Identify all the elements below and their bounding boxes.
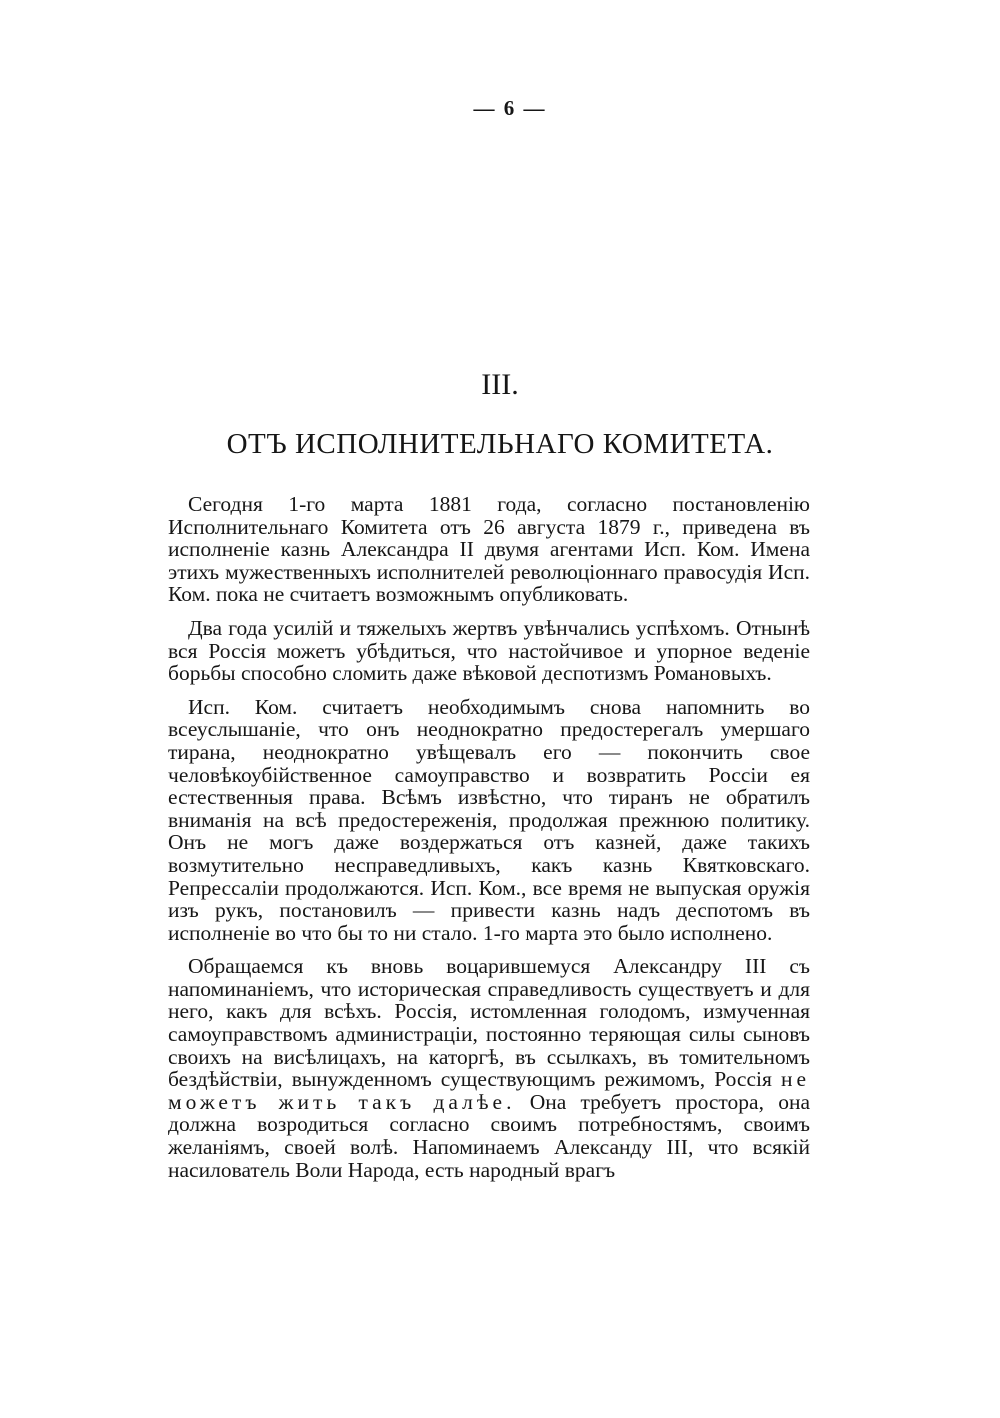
paragraph-4-emphasis: не можетъ жить такъ далѣе. <box>168 1067 810 1114</box>
section-title: ОТЪ ИСПОЛНИТЕЛЬНАГО КОМИТЕТА. <box>226 428 774 460</box>
paragraph-3: Исп. Ком. считаетъ необходимымъ снова напомнить во всеуслышаніе, что онъ неоднократно предостерегалъ умершаго тирана, неоднократно увѣщевалъ его — покончить свое человѣкоубійственное самоуправство и возвратить Россіи ея естественныя права. Всѣмъ извѣстно, что тиранъ не обратилъ вниманія на всѣ предостереженія, продолжая прежнюю политику. Онъ не могъ даже воздержаться отъ казней, даже такихъ возмутительно несправедливыхъ, какъ казнь Квятковскаго. Репрессаліи продолжаются. Исп. Ком., все время не выпуская оружія изъ рукъ, постановилъ — привести казнь надъ деспотомъ въ исполненіе во что бы то ни стало. 1-го марта это было исполнено. <box>168 694 810 945</box>
page-number: — 6 — <box>473 96 547 120</box>
paragraph-4 <box>168 955 810 1181</box>
paragraph-2: Два года усилій и тяжелыхъ жертвъ увѣнчались успѣхомъ. Отнынѣ вся Россія можетъ убѣдиться, что настойчивое и упорное веденіе борьбы способно сломить даже вѣковой деспотизмъ Романовыхъ. <box>168 615 810 686</box>
paragraph-1: Сегодня 1-го марта 1881 года, согласно постановленію Исполнительнаго Комитета отъ 26 августа 1879 г., приведена въ исполненіе казнь Александра II двумя агентами Исп. Ком. Имена этихъ мужественныхъ исполнителей революціоннаго правосудія Исп. Ком. пока не считаетъ возможнымъ опубликовать. <box>168 492 810 607</box>
section-numeral: III. <box>481 368 519 401</box>
body-text <box>168 493 810 1192</box>
paragraph-4-part-2: Она требуетъ простора, она должна возродиться согласно своимъ потребностямъ, своимъ желаніямъ, своей волѣ. Напоминаемъ Александу III, что всякій насилователь Воли Народа, есть народный врагъ <box>168 1089 810 1182</box>
paragraph-4-part-1: Обращаемся къ вновь воцарившемуся Александру III съ напоминаніемъ, что историческая справедливость существуетъ и для него, какъ для всѣхъ. Россія, истомленная голодомъ, измученная самоуправствомъ администраціи, постоянно теряющая силы сыновъ своихъ на висѣлицахъ, на каторгѣ, въ ссылкахъ, въ томительномъ бездѣйствіи, вынужденномъ существующимъ режимомъ, Россія <box>168 954 810 1092</box>
